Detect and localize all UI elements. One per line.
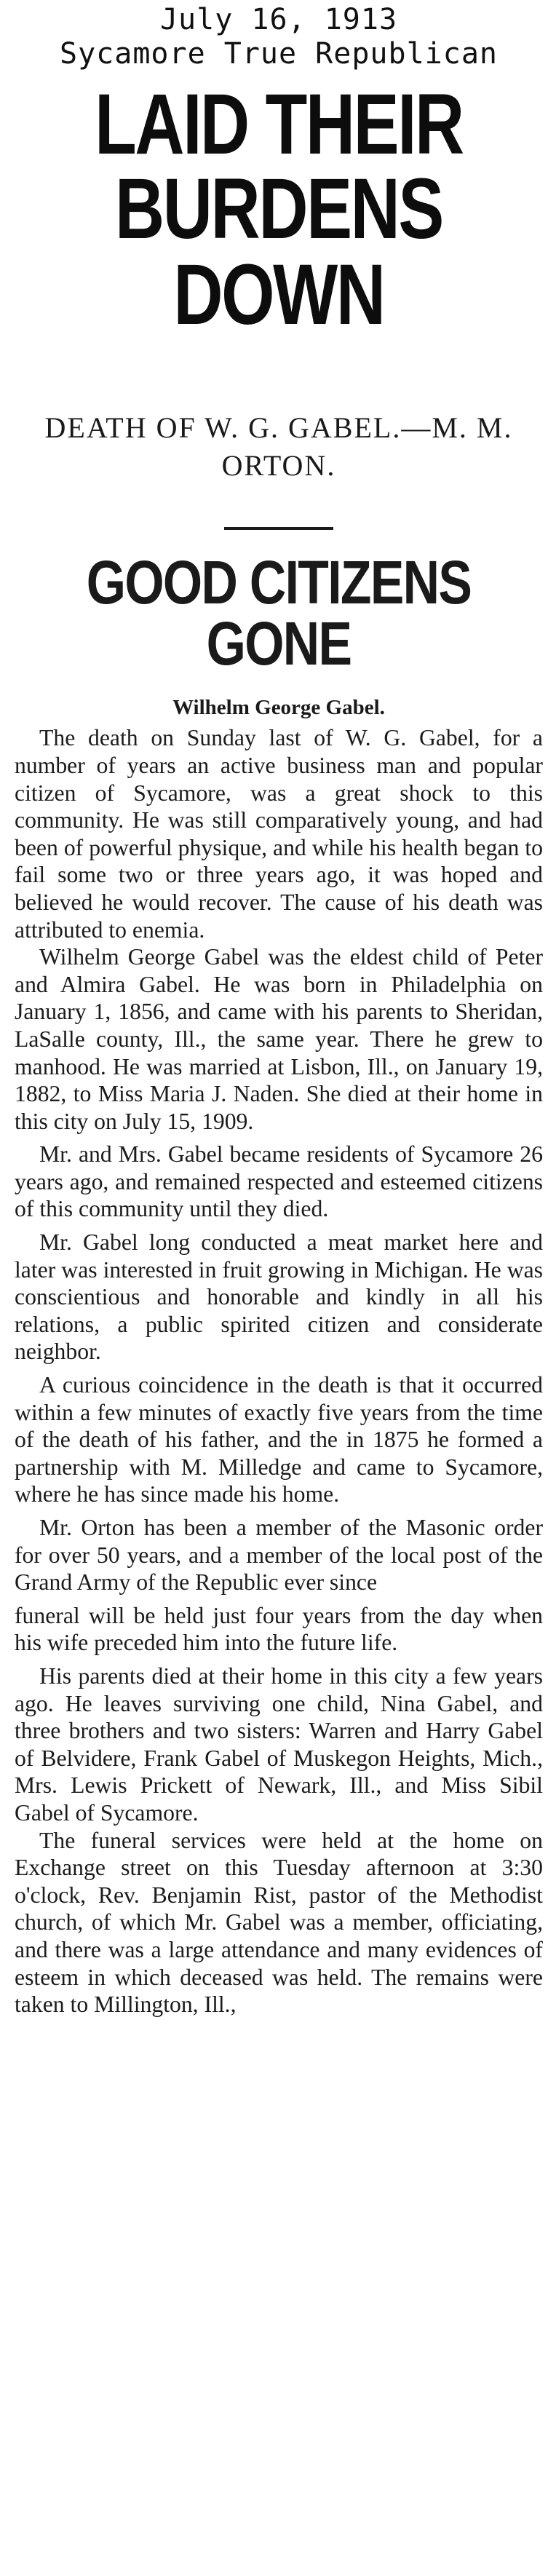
clipping-date: July 16, 1913 xyxy=(159,3,398,36)
headline-line-2: BURDENS DOWN xyxy=(115,161,442,344)
paragraph-7: funeral will be held just four years from the day when his wife preceded him into the future life. xyxy=(15,1602,543,1656)
newspaper-name: Sycamore True Republican xyxy=(60,37,498,71)
paragraph-6: Mr. Orton has been a member of the Masonic order for over 50 years, and a member of the local post of the Grand Army of the Republic ever since xyxy=(15,1515,543,1596)
newspaper-clipping xyxy=(0,3,556,2576)
article-body xyxy=(15,724,543,2018)
paragraph-8: His parents died at their home in this city a few years ago. He leaves surviving one child, Nina Gabel, and three brothers and two sisters: Warren and Harry Gabel of Belvidere, Frank Gabel of Muskegon Heights, Mich., Mrs. Lewis Prickett of Newark, Ill., and Miss Sibil Gabel of Sycamore. xyxy=(15,1662,543,1826)
paragraph-5: A curious coincidence in the death is that it occurred within a few minutes of exactly five years from the time of the death of his father, and the in 1875 he formed a partnership with M. Milledge and came to Sycamore, where he has since made his home. xyxy=(15,1372,543,1507)
paragraph-9: The funeral services were held at the home on Exchange street on this Tuesday afternoon at 3:30 o'clock, Rev. Benjamin Rist, pastor of the Methodist church, of which Mr. Gabel was a member, officiating, and there was a large attendance and many evidences of esteem in which deceased was held. The remains were taken to Millington, Ill., xyxy=(15,1827,543,2018)
paragraph-1: The death on Sunday last of W. G. Gabel, for a number of years an active business man and popular citizen of Sycamore, was a great shock to this community. He was still comparatively young, and had been of powerful physique, and while his health began to fail some two or three years ago, it was hoped and believed he would recover. The cause of his death was attributed to enemia. xyxy=(15,725,543,943)
paragraph-2: Wilhelm George Gabel was the eldest child of Peter and Almira Gabel. He was born in Philadelphia on January 1, 1856, and came with his parents to Sheridan, LaSalle county, Ill., the same year. There he grew to manhood. He was married at Lisbon, Ill., on January 19, 1882, to Miss Maria J. Naden. She died at their home in this city on July 15, 1909. xyxy=(15,944,543,1134)
article-byline: Wilhelm George Gabel. xyxy=(172,696,385,720)
clipping-header xyxy=(15,3,543,71)
subheadline: DEATH OF W. G. GABEL.—M. M. ORTON. xyxy=(44,411,513,483)
divider-rule xyxy=(224,527,333,530)
paragraph-4: Mr. Gabel long conducted a meat market here and later was interested in fruit growing in Michigan. He was conscientious and honorable and kindly in all his relations, a public spirited citizen and considerate neighbor. xyxy=(15,1229,543,1365)
paragraph-3: Mr. and Mrs. Gabel became residents of Sycamore 26 years ago, and remained respected and esteemed citizens of this community until they died. xyxy=(15,1141,543,1222)
headline-line-1: LAID THEIR xyxy=(95,76,463,173)
section-headline: GOOD CITIZENS GONE xyxy=(86,548,472,678)
